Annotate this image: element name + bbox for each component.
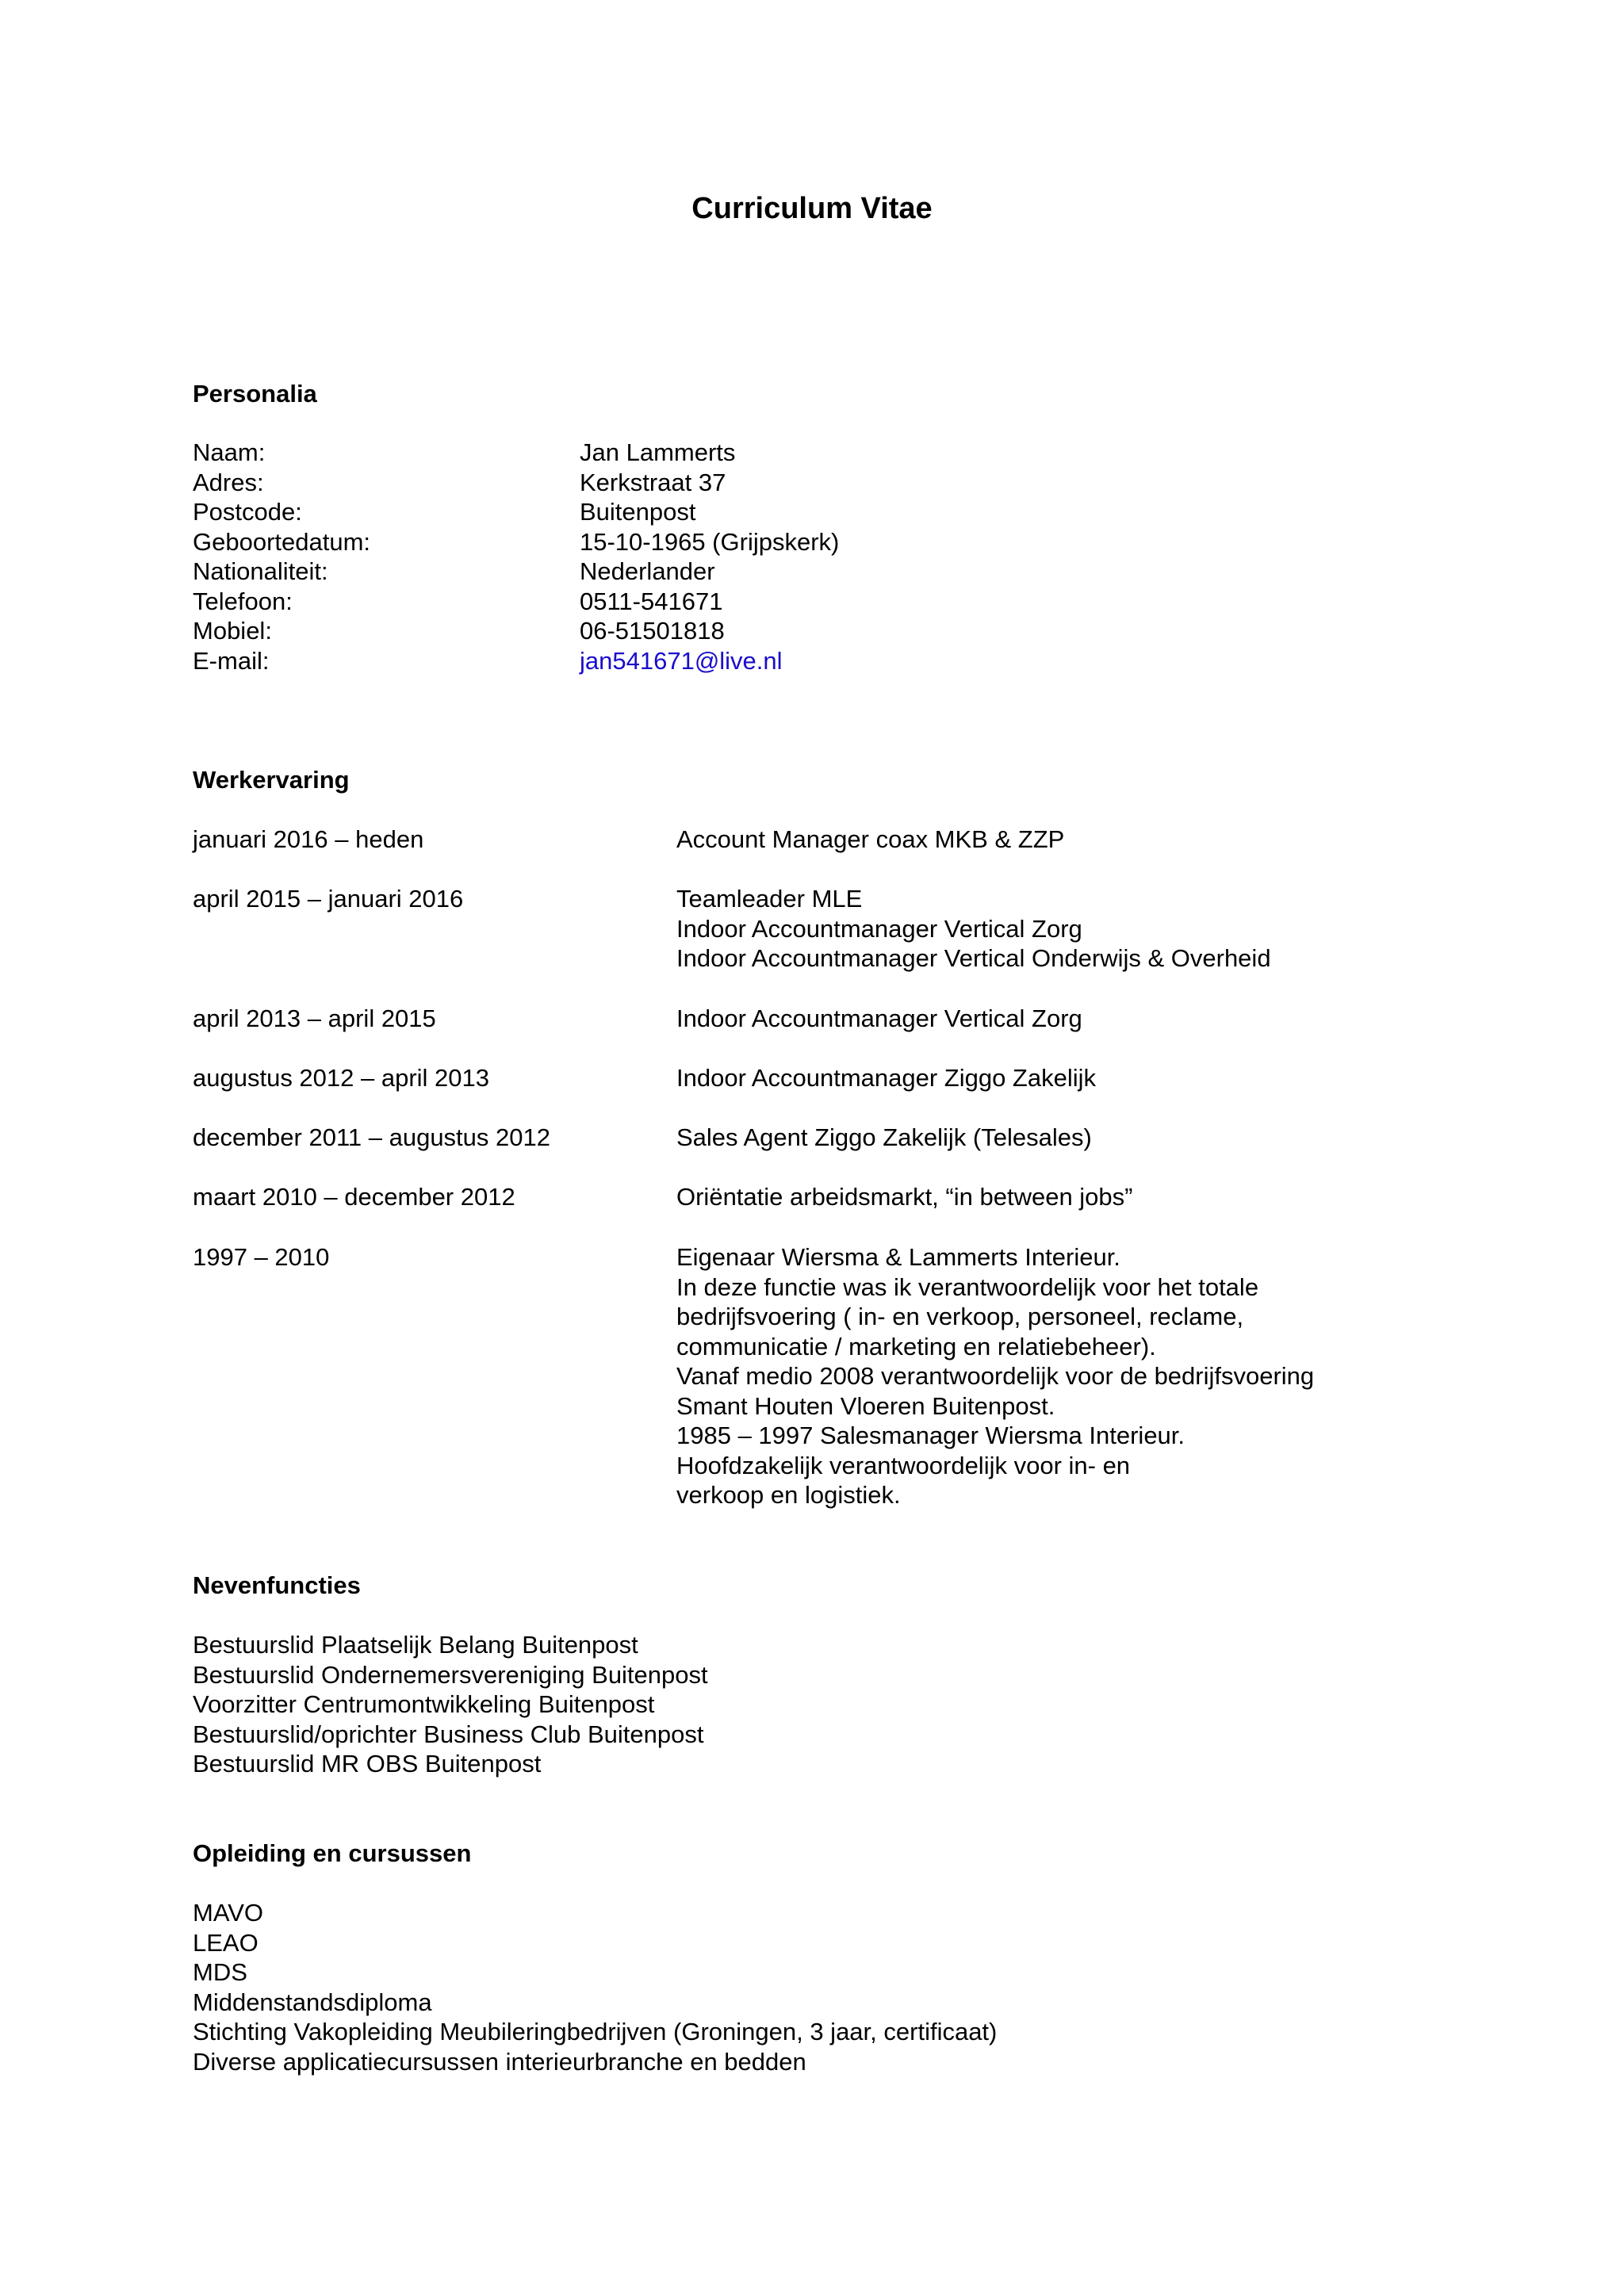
work-description-line: Indoor Accountmanager Ziggo Zakelijk <box>676 1064 1097 1092</box>
list-item: Voorzitter Centrumontwikkeling Buitenpost <box>193 1690 655 1718</box>
personalia-label: Geboortedatum: <box>193 527 371 556</box>
personalia-row-adres <box>193 468 1144 498</box>
personalia-row-telefoon <box>193 587 1144 617</box>
list-item: Middenstandsdiploma <box>193 1988 432 2016</box>
work-period: maart 2010 – december 2012 <box>193 1183 515 1211</box>
personalia-value: Kerkstraat 37 <box>580 468 726 496</box>
personalia-label: Adres: <box>193 468 264 496</box>
personalia-row-postcode <box>193 497 1144 527</box>
work-description <box>676 1123 1092 1153</box>
work-description-line: bedrijfsvoering ( in- en verkoop, personeel, reclame, <box>676 1303 1244 1330</box>
personalia-value: 15-10-1965 (Grijpskerk) <box>580 527 840 556</box>
work-entry <box>193 1242 1430 1512</box>
personalia-list <box>193 438 1144 675</box>
personalia-label: E-mail: <box>193 646 270 675</box>
work-period: april 2015 – januari 2016 <box>193 885 464 913</box>
work-period: 1997 – 2010 <box>193 1243 330 1271</box>
work-description-line: verkoop en logistiek. <box>676 1481 901 1509</box>
personalia-label: Telefoon: <box>193 587 293 615</box>
work-description-line: Indoor Accountmanager Vertical Zorg <box>676 914 1082 943</box>
opleiding-list <box>193 1898 997 2076</box>
personalia-heading: Personalia <box>193 380 317 408</box>
work-description-line: Vanaf medio 2008 verantwoordelijk voor de bedrijfsvoering <box>676 1362 1315 1390</box>
list-item: Bestuurslid Ondernemersvereniging Buitenpost <box>193 1660 708 1689</box>
work-entry <box>193 1123 1430 1153</box>
work-description <box>676 1242 1314 1510</box>
work-entry <box>193 825 1430 855</box>
list-item: Bestuurslid MR OBS Buitenpost <box>193 1750 542 1777</box>
work-period: december 2011 – augustus 2012 <box>193 1123 550 1151</box>
work-entry <box>193 1004 1430 1034</box>
personalia-value: Buitenpost <box>580 498 696 526</box>
personalia-row-mobiel <box>193 616 1144 646</box>
work-description-line: Oriëntatie arbeidsmarkt, “in between jobs” <box>676 1183 1133 1211</box>
personalia-row-email <box>193 646 1144 676</box>
work-description-line: In deze functie was ik verantwoordelijk voor het totale <box>676 1272 1259 1301</box>
email-link[interactable]: jan541671@live.nl <box>580 646 783 675</box>
work-description-line: Indoor Accountmanager Vertical Onderwijs & Overheid <box>676 944 1271 972</box>
personalia-value: Nederlander <box>580 557 715 585</box>
work-description-line: communicatie / marketing en relatiebeheer). <box>676 1332 1156 1360</box>
opleiding-heading: Opleiding en cursussen <box>193 1839 472 1867</box>
work-entry <box>193 1063 1430 1093</box>
work-description-line: Account Manager coax MKB & ZZP <box>676 825 1065 853</box>
personalia-value: Jan Lammerts <box>580 438 736 466</box>
work-description-line: Teamleader MLE <box>676 885 863 913</box>
work-description-line: 1985 – 1997 Salesmanager Wiersma Interieur. <box>676 1422 1185 1449</box>
work-description-line: Eigenaar Wiersma & Lammerts Interieur. <box>676 1243 1120 1271</box>
personalia-label: Mobiel: <box>193 617 272 645</box>
personalia-value: 0511-541671 <box>580 587 723 615</box>
personalia-label: Nationaliteit: <box>193 557 328 585</box>
work-period: augustus 2012 – april 2013 <box>193 1064 490 1092</box>
list-item: Bestuurslid/oprichter Business Club Buitenpost <box>193 1720 704 1748</box>
work-description <box>676 884 1271 974</box>
list-item: Bestuurslid Plaatselijk Belang Buitenpost <box>193 1631 638 1659</box>
work-description <box>676 1063 1096 1093</box>
list-item: LEAO <box>193 1928 259 1957</box>
work-description-line: Sales Agent Ziggo Zakelijk (Telesales) <box>676 1123 1092 1151</box>
personalia-label: Postcode: <box>193 498 302 526</box>
work-entry <box>193 884 1430 974</box>
list-item: Diverse applicatiecursussen interieurbranche en bedden <box>193 2047 806 2076</box>
work-description <box>676 1004 1082 1034</box>
personalia-row-nationaliteit <box>193 557 1144 587</box>
personalia-row-naam <box>193 438 1144 468</box>
document-title: Curriculum Vitae <box>691 192 933 225</box>
work-description-line: Smant Houten Vloeren Buitenpost. <box>676 1391 1055 1420</box>
nevenfuncties-list <box>193 1630 708 1779</box>
work-description <box>676 825 1064 855</box>
personalia-row-geboortedatum <box>193 527 1144 557</box>
nevenfuncties-heading: Nevenfuncties <box>193 1571 361 1599</box>
work-description <box>676 1182 1132 1212</box>
personalia-label: Naam: <box>193 438 266 466</box>
work-period: april 2013 – april 2015 <box>193 1004 436 1032</box>
list-item: MDS <box>193 1958 247 1986</box>
werkervaring-heading: Werkervaring <box>193 766 350 794</box>
list-item: Stichting Vakopleiding Meubileringbedrijven (Groningen, 3 jaar, certificaat) <box>193 2018 998 2045</box>
personalia-value: 06-51501818 <box>580 617 725 645</box>
work-period: januari 2016 – heden <box>193 825 424 853</box>
work-entry <box>193 1182 1430 1212</box>
list-item: MAVO <box>193 1899 263 1927</box>
work-description-line: Indoor Accountmanager Vertical Zorg <box>676 1004 1082 1032</box>
work-description-line: Hoofdzakelijk verantwoordelijk voor in- en <box>676 1451 1131 1479</box>
